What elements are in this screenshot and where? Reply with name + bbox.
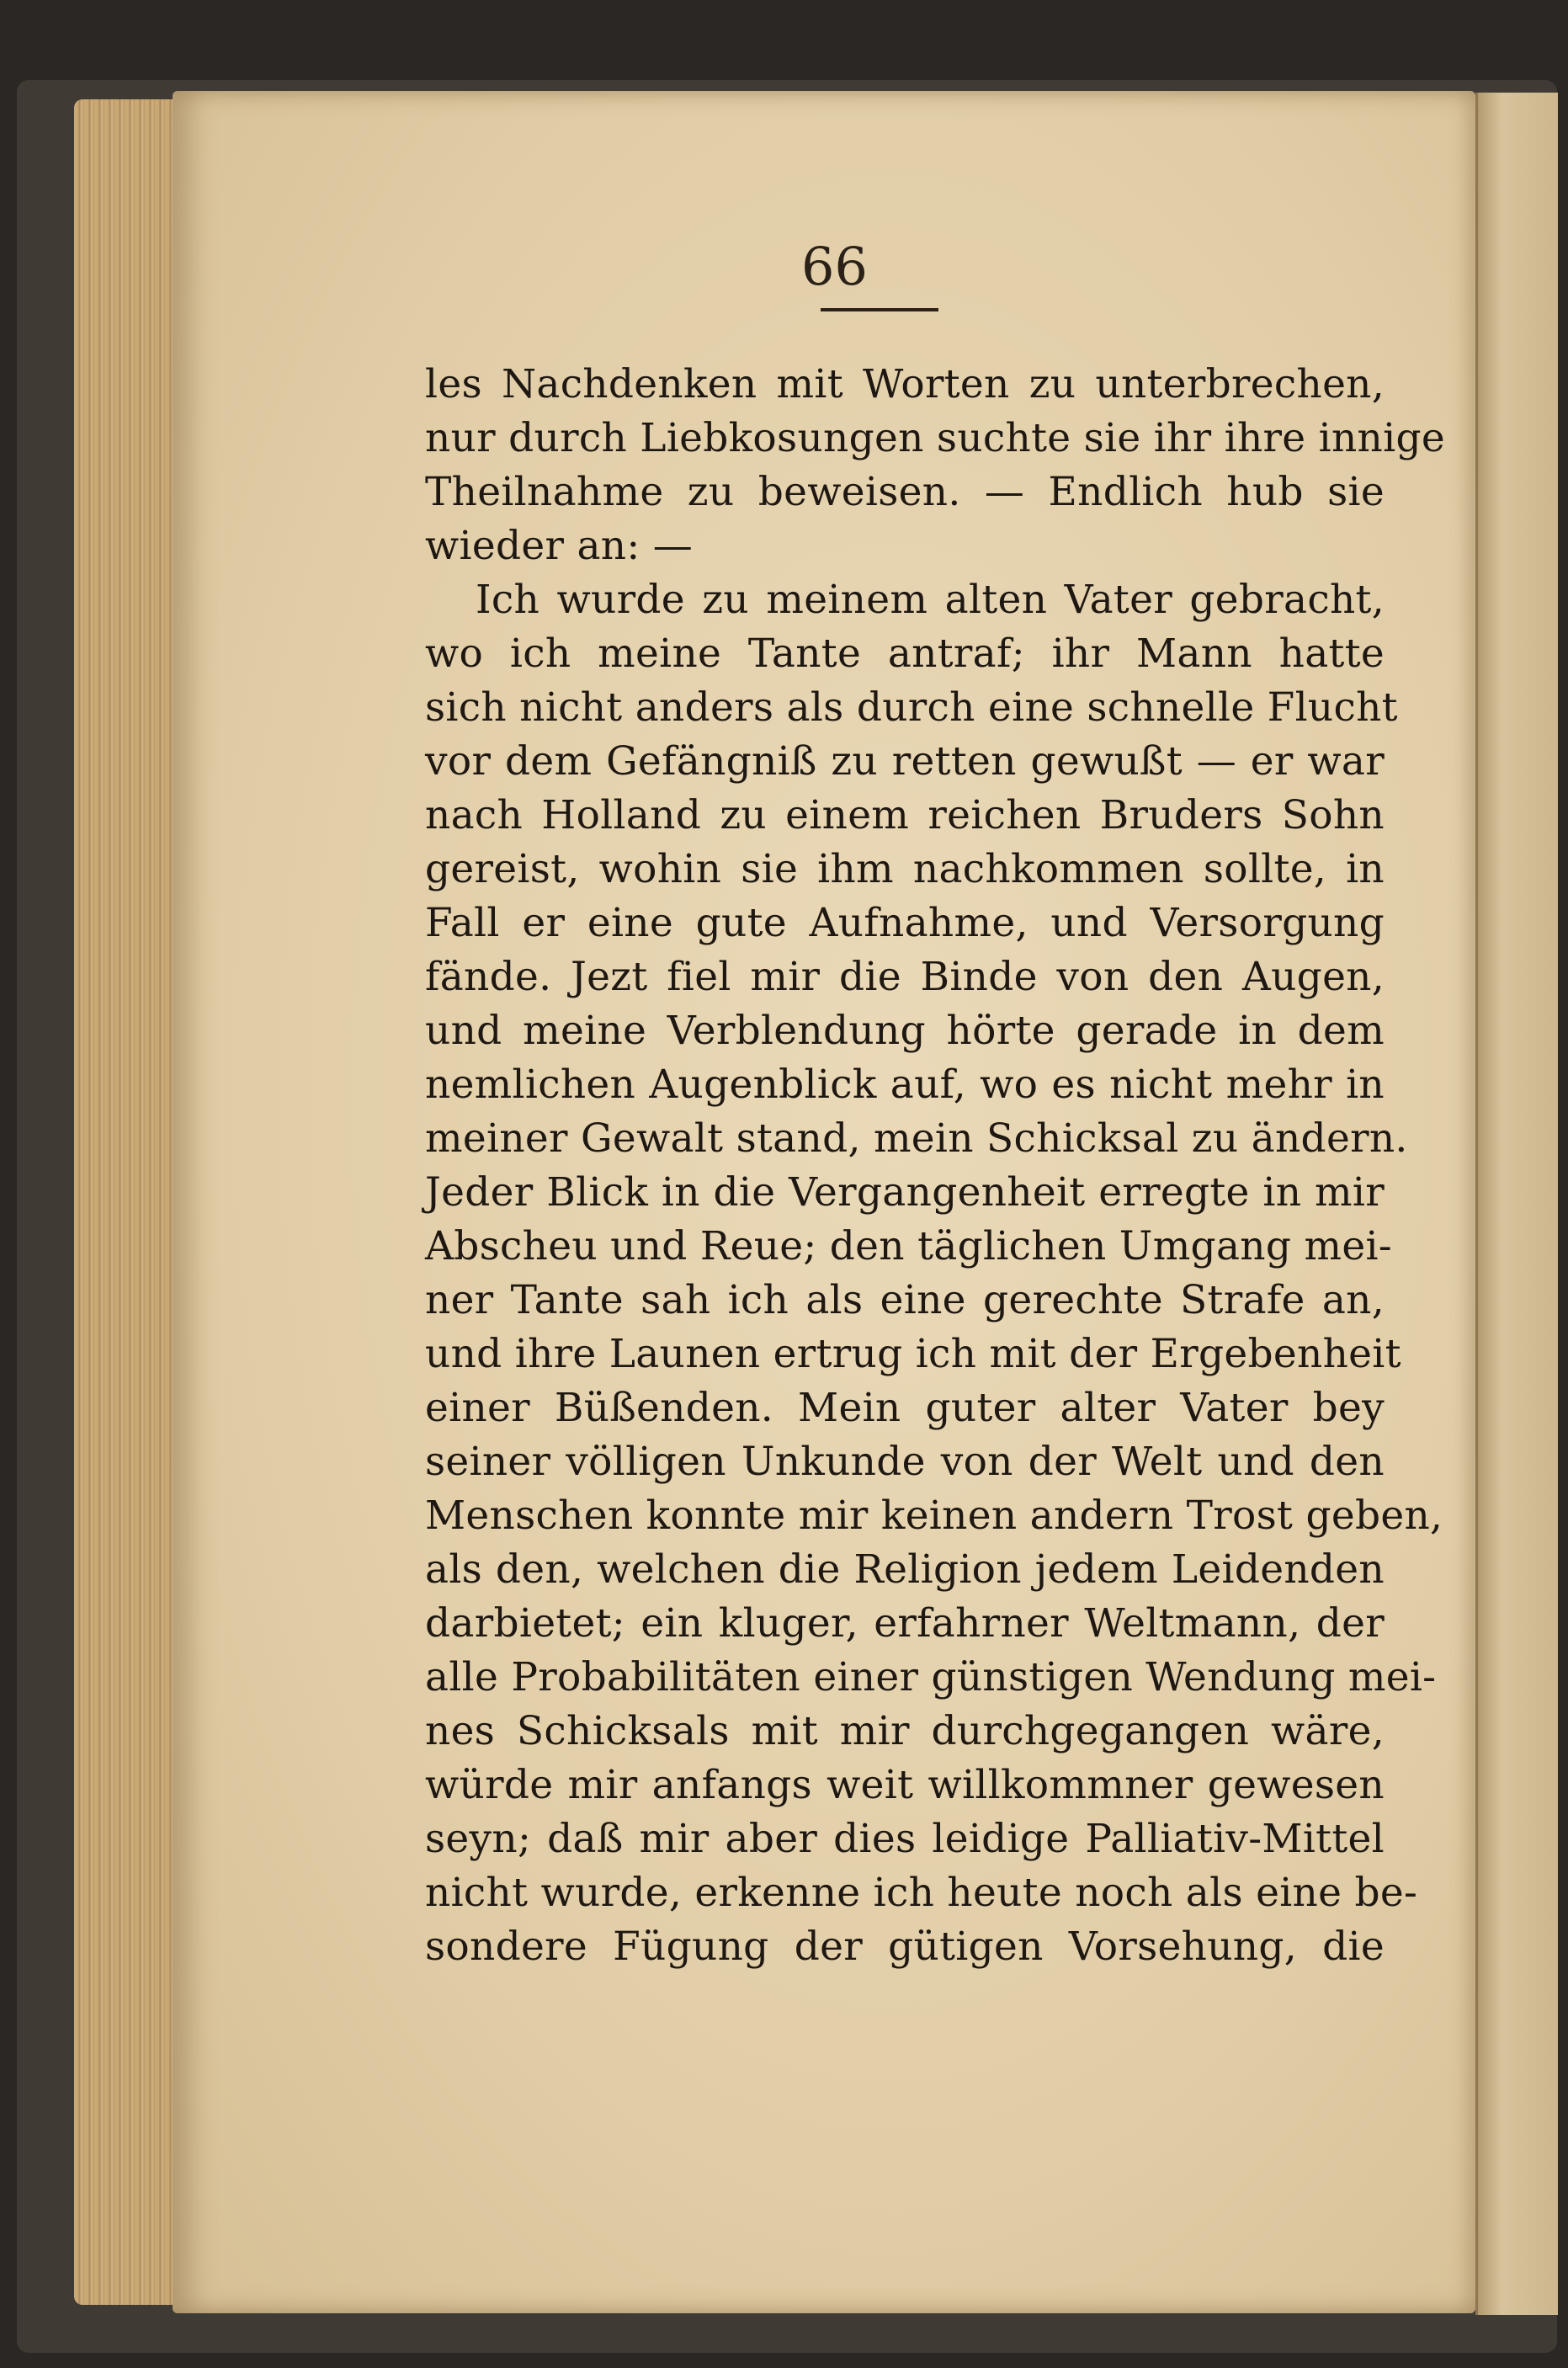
page-number: 66 — [801, 236, 868, 297]
facing-page-edge — [1475, 93, 1558, 2315]
text-line: nicht wurde, erkenne ich heute noch als eine be- — [425, 1870, 1418, 1916]
text-line: wieder an: — — [425, 523, 694, 569]
text-line: fände. Jezt fiel mir die Binde von den Augen, — [425, 954, 1385, 1000]
text-line: einer Büßenden. Mein guter alter Vater bey — [425, 1385, 1385, 1431]
text-line: wo ich meine Tante antraf; ihr Mann hatte — [425, 631, 1385, 677]
text-line: nemlichen Augenblick auf, wo es nicht mehr in — [425, 1062, 1385, 1108]
text-line: meiner Gewalt stand, mein Schicksal zu ändern. — [425, 1115, 1408, 1162]
text-line: ner Tante sah ich als eine gerechte Strafe an, — [425, 1277, 1385, 1323]
text-line: nes Schicksals mit mir durchgegangen wäre, — [425, 1708, 1385, 1754]
text-line: darbietet; ein kluger, erfahrner Weltmann, der — [425, 1600, 1385, 1647]
text-line: nach Holland zu einem reichen Bruders Sohn — [425, 792, 1385, 838]
text-line: seyn; daß mir aber dies leidige Palliativ-Mittel — [425, 1816, 1385, 1862]
text-line: Fall er eine gute Aufnahme, und Versorgung — [425, 900, 1385, 946]
text-line: sondere Fügung der gütigen Vorsehung, die — [425, 1924, 1385, 1970]
text-line: Ich wurde zu meinem alten Vater gebracht, — [476, 577, 1385, 623]
text-line: Menschen konnte mir keinen andern Trost geben, — [425, 1493, 1443, 1539]
text-line: gereist, wohin sie ihm nachkommen sollte, in — [425, 846, 1385, 892]
text-line: würde mir anfangs weit willkommner gewesen — [425, 1762, 1385, 1808]
text-line: seiner völligen Unkunde von der Welt und den — [425, 1439, 1385, 1485]
text-line: alle Probabilitäten einer günstigen Wendung mei- — [425, 1654, 1437, 1700]
page-number-rule — [821, 308, 938, 311]
text-line: nur durch Liebkosungen suchte sie ihr ihre innige — [425, 415, 1445, 461]
text-line: und meine Verblendung hörte gerade in dem — [425, 1008, 1385, 1054]
text-line: Jeder Blick in die Vergangenheit erregte in mir — [425, 1169, 1385, 1216]
text-line: als den, welchen die Religion jedem Leidenden — [425, 1546, 1385, 1593]
text-line: Abscheu und Reue; den täglichen Umgang mei- — [425, 1223, 1392, 1269]
text-line: und ihre Launen ertrug ich mit der Ergebenheit — [425, 1331, 1401, 1377]
text-line: Theilnahme zu beweisen. — Endlich hub sie — [425, 469, 1385, 515]
text-line: sich nicht anders als durch eine schnelle Flucht — [425, 684, 1398, 731]
body-text — [425, 358, 1445, 1974]
text-line: vor dem Gefängniß zu retten gewußt — er war — [425, 738, 1385, 785]
text-line: les Nachdenken mit Worten zu unterbrechen, — [425, 361, 1385, 407]
